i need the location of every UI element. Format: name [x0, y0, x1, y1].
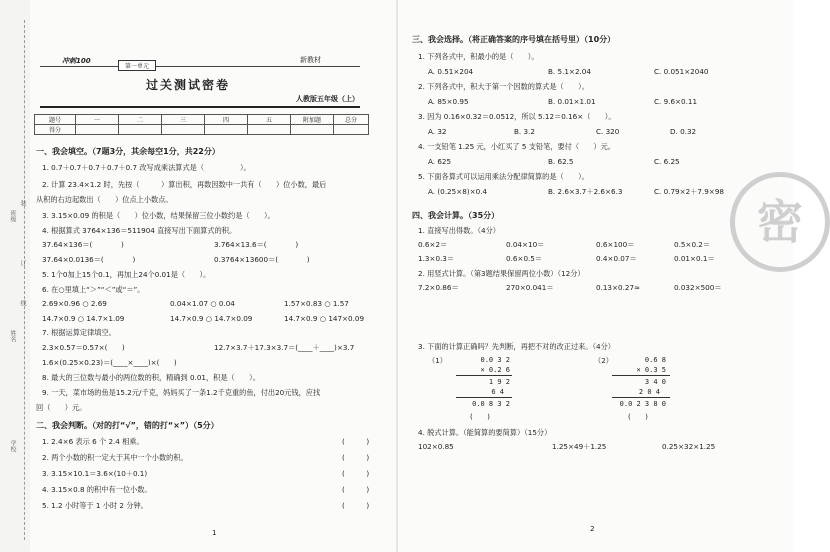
q1-7c: 1.6×(0.25×0.23)＝(____×____)×( ): [42, 358, 177, 367]
vcalc-line: 1 9 2: [488, 378, 510, 386]
score-header: 四: [205, 115, 248, 125]
option[interactable]: A. 32: [428, 127, 447, 136]
score-header: 附加题: [291, 115, 334, 125]
vcalc-line: × 0.2 6: [480, 366, 510, 374]
score-cell[interactable]: [119, 125, 162, 135]
q1-9b: 回（ ）元。: [36, 403, 87, 412]
vcalc-line: × 0.3 5: [636, 366, 666, 374]
q1-5: 5. 1个0加上15个0.1，再加上24个0.01是（ ）。: [42, 270, 211, 279]
section3-title: 三、我会选择。（将正确答案的序号填在括号里）（10分）: [412, 35, 616, 44]
q1-4: 4. 根据算式 3764×136＝511904 直接写出下面算式的积。: [42, 226, 237, 235]
calc-item: 0.01×0.1＝: [674, 254, 715, 263]
choice-q4: 4. 一支铅笔 1.25 元，小红买了 5 支铅笔，要付（ ）元。: [418, 142, 615, 151]
judge-item: 5. 1.2 小时等于 1 小时 2 分钟。: [42, 501, 148, 510]
score-cell[interactable]: [76, 125, 119, 135]
calc-item: 7.2×0.86＝: [418, 283, 459, 292]
compare-item: 14.7×0.9 ○ 14.7×0.09: [170, 314, 253, 323]
edition-label: 新教材: [300, 56, 321, 64]
answer-bracket[interactable]: ( ): [342, 437, 370, 446]
q1-1: 1. 0.7＋0.7＋0.7＋0.7＋0.7 改写成乘法算式是（ ）。: [42, 163, 251, 172]
calc-part2: 2. 用竖式计算。（第3题结果保留两位小数）（12分）: [418, 269, 585, 278]
page-number-right: 2: [590, 524, 595, 533]
judge-item: 3. 3.15×10.1＝3.6×(10＋0.1): [42, 469, 148, 478]
section4-title: 四、我会计算。（35分）: [412, 211, 500, 220]
answer-bracket[interactable]: ( ): [342, 453, 370, 462]
vcalc-line: 6 4: [491, 388, 504, 396]
q1-7: 7. 根据运算定律填空。: [42, 328, 116, 337]
score-cell[interactable]: [248, 125, 291, 135]
q1-7b: 12.7×3.7＋17.3×3.7＝(____＋____)×3.7: [214, 343, 355, 352]
answer-bracket[interactable]: ( ): [342, 485, 370, 494]
choice-q1: 1. 下列各式中，积最小的是（ ）。: [418, 52, 539, 61]
option[interactable]: C. 320: [596, 127, 620, 136]
unit-badge: 第一单元: [118, 60, 156, 71]
vcalc-line: 0.0 8 3 2: [472, 400, 510, 408]
option[interactable]: D. 0.32: [670, 127, 697, 136]
q1-2a: 2. 计算 23.4×1.2 时，先按（ ）算出积，再数因数中一共有（ ）位小数，最后: [42, 180, 327, 189]
score-header: 题号: [35, 115, 76, 125]
calc-part1: 1. 直接写出得数。（4分）: [418, 226, 500, 235]
option[interactable]: A. (0.25×8)×0.4: [428, 187, 488, 196]
q1-4c: 37.64×0.0136＝( ): [42, 255, 136, 264]
calc-item: 1.25×49＋1.25: [552, 442, 607, 451]
score-row-label: 得分: [35, 125, 76, 135]
score-header: 二: [119, 115, 162, 125]
vcalc-line: 0.0 3 2: [480, 356, 510, 364]
option[interactable]: A. 0.51×204: [428, 67, 474, 76]
section1-title: 一、我会填空。（7题3分，其余每空1分，共22分）: [36, 147, 220, 156]
compare-item: 0.04×1.07 ○ 0.04: [170, 299, 235, 308]
score-header: 五: [248, 115, 291, 125]
vcalc-line: 0.6 8: [644, 356, 666, 364]
judge-item: 1. 2.4×6 表示 6 个 2.4 相乘。: [42, 437, 144, 446]
compare-item: 1.57×0.83 ○ 1.57: [284, 299, 349, 308]
option[interactable]: A. 625: [428, 157, 452, 166]
page-number-left: 1: [212, 528, 217, 537]
choice-q2: 2. 下列各式中，积大于第一个因数的算式是（ ）。: [418, 82, 589, 91]
option[interactable]: B. 2.6×3.7＋2.6×6.3: [548, 187, 623, 196]
q1-4d: 0.3764×13600＝( ): [214, 255, 310, 264]
seal-stamp: 密: [730, 172, 830, 272]
option[interactable]: C. 0.79×2＋7.9×98: [654, 187, 724, 196]
grade-label: 人教版五年级（上）: [296, 95, 359, 103]
calc-item: 0.5×0.2＝: [674, 240, 711, 249]
score-cell[interactable]: [205, 125, 248, 135]
q1-4a: 37.64×136＝( ): [42, 240, 124, 249]
page-title: 过关测试密卷: [146, 78, 231, 92]
vcalc-line: 2 0 4: [638, 388, 660, 396]
answer-bracket[interactable]: ( ): [342, 501, 370, 510]
option[interactable]: C. 6.25: [654, 157, 680, 166]
compare-item: 2.69×0.96 ○ 2.69: [42, 299, 107, 308]
score-header: 一: [76, 115, 119, 125]
calc-item: 0.04×10＝: [506, 240, 545, 249]
calc-item: 0.13×0.27≈: [596, 283, 641, 292]
q1-4b: 3.764×13.6＝( ): [214, 240, 299, 249]
q1-7a: 2.3×0.57＝0.57×( ): [42, 343, 125, 352]
option[interactable]: A. 85×0.95: [428, 97, 469, 106]
binding-margin: [0, 0, 30, 552]
score-cell[interactable]: [334, 125, 369, 135]
seal-char-1: 装: [19, 200, 26, 206]
q1-9a: 9. 一天，菜市场的鱼是15.2元/千克，妈妈买了一条1.2千克重的鱼，付出20元钱，应找: [42, 388, 321, 397]
calc-item: 0.6×2＝: [418, 240, 448, 249]
calc-item: 0.4×0.07＝: [596, 254, 637, 263]
calc-item: 1.3×0.3＝: [418, 254, 455, 263]
calc-part4: 4. 脱式计算。（能简算的要简算）（15分）: [418, 428, 552, 437]
name-label: 姓名: [9, 330, 16, 342]
q1-8: 8. 最大的三位数与最小的两位数的积，精确到 0.01，积是（ ）。: [42, 373, 260, 382]
option[interactable]: B. 0.01×1.01: [548, 97, 596, 106]
calc-item: 0.6×0.5＝: [506, 254, 543, 263]
q1-3: 3. 3.15×0.09 的积是（ ）位小数，结果保留三位小数约是（ ）。: [42, 211, 275, 220]
judge-item: 2. 两个小数的积一定大于其中一个小数的积。: [42, 453, 188, 462]
option[interactable]: C. 9.6×0.11: [654, 97, 698, 106]
class-label: 班级: [9, 210, 16, 222]
vcalc-line: 0.0 2 3 8 0: [619, 400, 666, 408]
calc-item: 102×0.85: [418, 442, 454, 451]
seal-char-2: 订: [19, 260, 26, 266]
calc-item: 0.6×100＝: [596, 240, 635, 249]
score-cell[interactable]: [162, 125, 205, 135]
calc-part3: 3. 下面的计算正确吗？先判断，再把不对的改正过来。（4分）: [418, 342, 615, 351]
vcalc-line: 3 4 0: [644, 378, 666, 386]
calc-item: 0.032×500＝: [674, 283, 722, 292]
option[interactable]: B. 3.2: [514, 127, 535, 136]
option[interactable]: C. 0.051×2040: [654, 67, 709, 76]
choice-q3: 3. 因为 0.16×0.32＝0.0512，所以 5.12＝0.16×（ ）。: [418, 112, 616, 121]
choice-q5: 5. 下面各算式可以运用乘法分配律简算的是（ ）。: [418, 172, 589, 181]
brand-logo: 冲刺100: [62, 57, 91, 65]
seal-char-3: 线: [19, 300, 26, 306]
cut-line: [24, 20, 25, 540]
score-table: [34, 114, 369, 135]
answer-bracket[interactable]: ( ): [628, 412, 648, 421]
compare-item: 14.7×0.9 ○ 14.7×1.09: [42, 314, 125, 323]
calc-item: 0.25×32×1.25: [662, 442, 716, 451]
q1-2b: 从积的右边起数出（ ）位点上小数点。: [36, 195, 173, 204]
option[interactable]: B. 62.5: [548, 157, 574, 166]
answer-bracket[interactable]: ( ): [342, 469, 370, 478]
school-label: 学校: [9, 440, 16, 452]
q1-6: 6. 在○里填上“＞”“＜”或“＝”。: [42, 285, 145, 294]
score-header: 总分: [334, 115, 369, 125]
vcalc-label: （2）: [594, 356, 613, 365]
section2-title: 二、我会判断。（对的打“√”，错的打“×”）（5分）: [36, 421, 219, 430]
score-cell[interactable]: [291, 125, 334, 135]
score-header: 三: [162, 115, 205, 125]
vcalc-label: （1）: [428, 356, 447, 365]
answer-bracket[interactable]: ( ): [470, 412, 490, 421]
option[interactable]: B. 5.1×2.04: [548, 67, 591, 76]
page-fold: [396, 0, 398, 552]
judge-item: 4. 3.15×0.8 的积中有一位小数。: [42, 485, 152, 494]
calc-item: 270×0.041＝: [506, 283, 554, 292]
compare-item: 14.7×0.9 ○ 147×0.09: [284, 314, 365, 323]
